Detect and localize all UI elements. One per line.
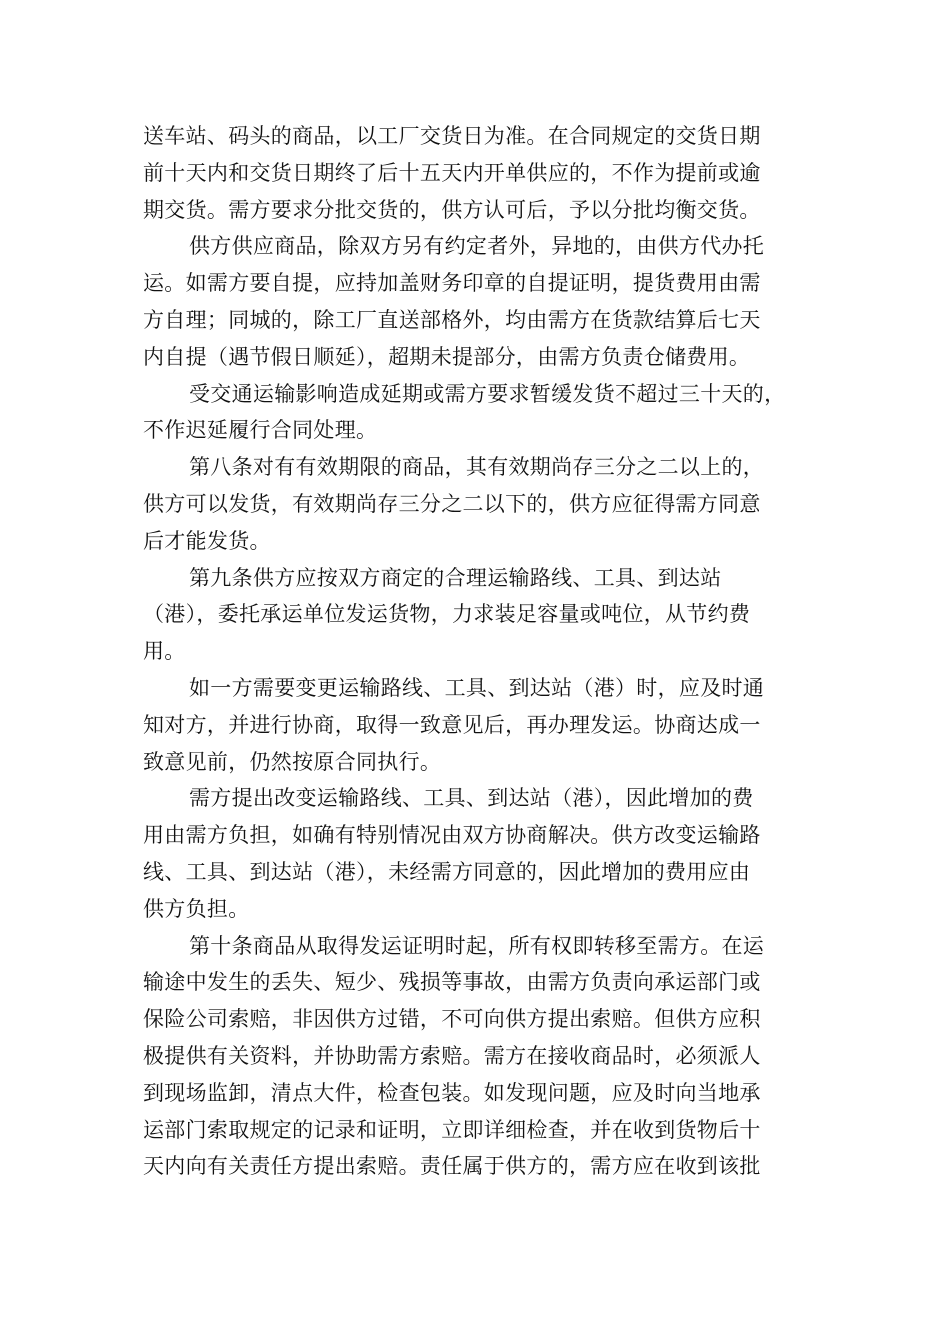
text-line: 知对方，并进行协商，取得一致意见后，再办理发运。协商达成一 — [143, 712, 761, 737]
text-line: 需方提出改变运输路线、工具、到达站（港），因此增加的费 — [189, 786, 754, 811]
text-line: 期交货。需方要求分批交货的，供方认可后，予以分批均衡交货。 — [143, 197, 761, 222]
text-line: 不作迟延履行合同处理。 — [143, 418, 378, 443]
text-line: 到现场监卸，清点大件，检查包装。如发现问题，应及时向当地承 — [143, 1080, 761, 1105]
text-line: 运部门索取规定的记录和证明，立即详细检查，并在收到货物后十 — [143, 1117, 761, 1142]
text-line: 保险公司索赔，非因供方过错，不可向供方提出索赔。但供方应积 — [143, 1007, 761, 1032]
text-line: 送车站、码头的商品，以工厂交货日为准。在合同规定的交货日期 — [143, 124, 761, 148]
text-line: 内自提（遇节假日顺延），超期未提部分，由需方负责仓储费用。 — [143, 344, 751, 369]
text-line: 第九条供方应按双方商定的合理运输路线、工具、到达站 — [189, 565, 722, 590]
text-line: 运。如需方要自提，应持加盖财务印章的自提证明，提货费用由需 — [143, 271, 761, 296]
text-line: （港），委托承运单位发运货物，力求装足容量或吨位，从节约费 — [143, 602, 751, 627]
text-line: 极提供有关资料，并协助需方索赔。需方在接收商品时，必须派人 — [143, 1043, 761, 1068]
text-line: 后才能发货。 — [143, 528, 271, 553]
document-body — [143, 118, 823, 1185]
text-line: 方自理；同城的，除工厂直送部格外，均由需方在货款结算后七天 — [143, 307, 761, 332]
text-line: 用。 — [143, 639, 186, 664]
text-line: 天内向有关责任方提出索赔。责任属于供方的，需方应在收到该批 — [143, 1154, 761, 1179]
text-line: 用由需方负担，如确有特别情况由双方协商解决。供方改变运输路 — [143, 823, 761, 848]
text-line: 供方负担。 — [143, 896, 250, 921]
text-line: 供方供应商品，除双方另有约定者外，异地的，由供方代办托 — [189, 234, 765, 259]
text-line: 第十条商品从取得发运证明时起，所有权即转移至需方。在运 — [189, 933, 765, 958]
text-line: 供方可以发货，有效期尚存三分之二以下的，供方应征得需方同意 — [143, 491, 761, 516]
text-line: 第八条对有有效期限的商品，其有效期尚存三分之二以上的， — [189, 455, 765, 480]
text-line: 致意见前，仍然按原合同执行。 — [143, 749, 442, 774]
text-line: 线、工具、到达站（港），未经需方同意的，因此增加的费用应由 — [143, 859, 751, 884]
text-line: 前十天内和交货日期终了后十五天内开单供应的，不作为提前或逾 — [143, 160, 761, 185]
text-line: 输途中发生的丢失、短少、残损等事故，由需方负责向承运部门或 — [143, 970, 761, 995]
text-line: 受交通运输影响造成延期或需方要求暂缓发货不超过三十天的， — [189, 381, 786, 406]
text-line: 如一方需要变更运输路线、工具、到达站（港）时，应及时通 — [189, 675, 765, 700]
